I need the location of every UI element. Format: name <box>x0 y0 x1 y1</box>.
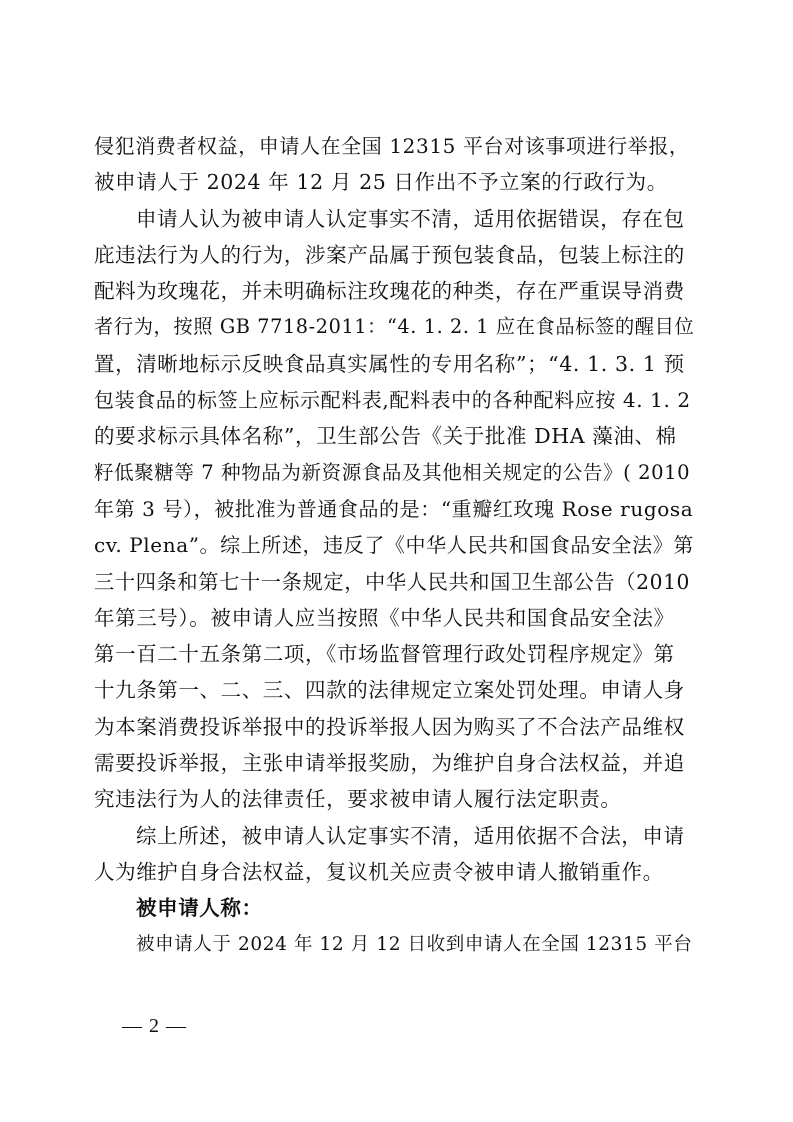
text-line: 人为维护自身合法权益，复议机关应责令被申请人撤销重作。 <box>94 859 664 884</box>
text-line: 十九条第一、二、三、四款的法律规定立案处罚处理。申请人身 <box>94 678 685 703</box>
text-line: 侵犯消费者权益，申请人在全国 12315 平台对该事项进行举报， <box>94 134 690 158</box>
text-line: 年第三号）。被申请人应当按照《中华人民共和国食品安全法》 <box>94 605 675 630</box>
text-line: 包装食品的标签上应标示配料表,配料表中的各种配料应按 4. 1. 2 <box>94 388 691 413</box>
text-line: 被申请人于 2024 年 12 月 12 日收到申请人在全国 12315 平台 <box>136 933 693 955</box>
text-line: 需要投诉举报，主张申请举报奖励，为维护自身合法权益，并追 <box>94 751 685 776</box>
body-text <box>94 128 696 963</box>
section-heading: 被申请人称： <box>136 896 263 921</box>
text-line: 被申请人于 2024 年 12 月 25 日作出不予立案的行政行为。 <box>94 170 668 195</box>
page-number: — 2 — <box>122 1015 187 1037</box>
text-line: 庇违法行为人的行为，涉案产品属于预包装食品，包装上标注的 <box>94 242 685 267</box>
text-line: 置，清晰地标示反映食品真实属性的专用名称”；“4. 1. 3. 1 预 <box>94 351 685 376</box>
text-line: 配料为玫瑰花，并未明确标注玫瑰花的种类，存在严重误导消费 <box>94 279 685 304</box>
text-line: 综上所述，被申请人认定事实不清，适用依据不合法，申请 <box>136 823 685 848</box>
text-line: 年第 3 号），被批准为普通食品的是：“重瓣红玫瑰 Rose rugosa <box>94 496 694 521</box>
text-line: 申请人认为被申请人认定事实不清，适用依据错误，存在包 <box>136 206 685 231</box>
text-line: 籽低聚糖等 7 种物品为新资源食品及其他相关规定的公告》( 2010 <box>94 460 691 484</box>
text-line: 究违法行为人的法律责任，要求被申请人履行法定职责。 <box>94 787 622 812</box>
text-line: 者行为，按照 GB 7718-2011：“4. 1. 2. 1 应在食品标签的醒目位 <box>94 315 695 339</box>
text-line: 为本案消费投诉举报中的投诉举报人因为购买了不合法产品维权 <box>94 714 685 739</box>
text-line: 第一百二十五条第二项，《市场监督管理行政处罚程序规定》第 <box>94 642 675 667</box>
text-line: cv. Plena”。综上所述，违反了《中华人民共和国食品安全法》第 <box>94 533 694 558</box>
text-line: 三十四条和第七十一条规定，中华人民共和国卫生部公告（2010 <box>94 569 691 594</box>
text-line: 的要求标示具体名称”，卫生部公告《关于批准 DHA 藻油、棉 <box>94 424 677 449</box>
